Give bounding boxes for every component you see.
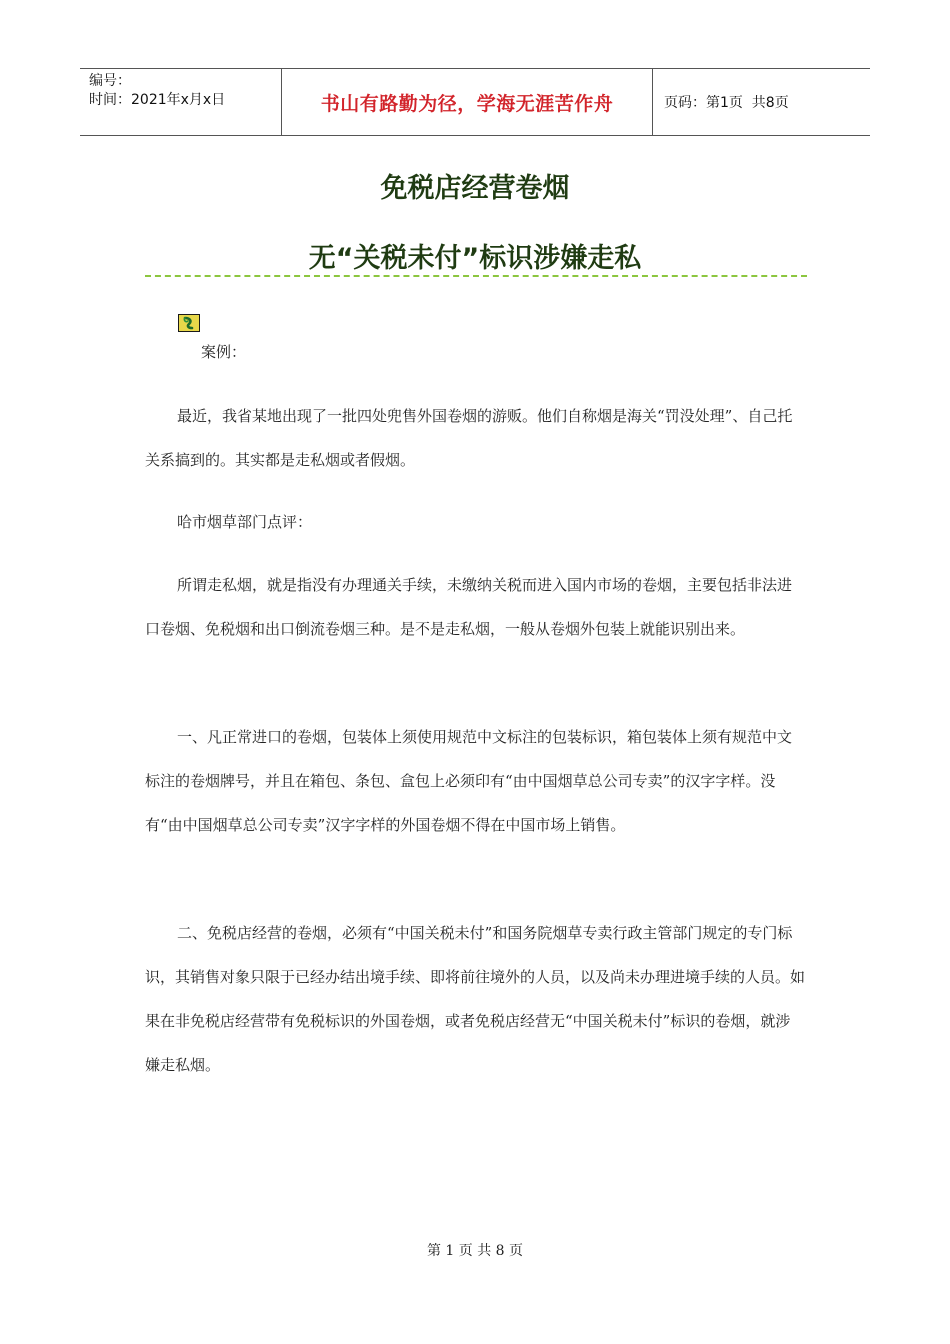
page-footer: 第 1 页 共 8 页 — [426, 1243, 524, 1259]
header-left-cell — [80, 69, 281, 135]
number-label: 编号： — [89, 73, 131, 89]
time-label: 时间：2021年x月x日 — [89, 92, 226, 108]
motto-text: 书山有路勤为径，学海无涯苦作舟 — [320, 92, 614, 115]
case-label: 案例： — [201, 343, 247, 361]
header-motto-cell — [281, 69, 653, 135]
header-page-cell — [653, 69, 870, 135]
document-link-icon[interactable] — [178, 314, 200, 332]
paragraph-point-one: 一、凡正常进口的卷烟，包装体上须使用规范中文标注的包装标识，箱包装体上须有规范中文标注的卷烟牌号，并且在箱包、条包、盒包上必须印有“由中国烟草总公司专卖”的汉字字样。没有“由中国烟草总公司专卖”汉字字样的外国卷烟不得在中国市场上销售。 — [145, 728, 793, 834]
paragraph-intro: 最近，我省某地出现了一批四处兜售外国卷烟的游贩。他们自称烟是海关“罚没处理”、自己托关系搞到的。其实都是走私烟或者假烟。 — [145, 407, 793, 469]
paragraph-point-two: 二、免税店经营的卷烟，必须有“中国关税未付”和国务院烟草专卖行政主管部门规定的专门标识，其销售对象只限于已经办结出境手续、即将前往境外的人员，以及尚未办理进境手续的人员。如果在非免税店经营带有免税标识的外国卷烟，或者免税店经营无“中国关税未付”标识的卷烟，就涉嫌走私烟。 — [145, 924, 806, 1074]
document-title-line2: 无“关税未付”标识涉嫌走私 — [308, 243, 642, 274]
header-table — [80, 68, 870, 136]
paragraph-comment-heading: 哈市烟草部门点评： — [177, 513, 313, 531]
title-divider — [145, 275, 807, 277]
document-title-line1: 免税店经营卷烟 — [380, 173, 570, 204]
page-label: 页码：第1页 共8页 — [664, 95, 789, 111]
paragraph-definition: 所谓走私烟，就是指没有办理通关手续，未缴纳关税而进入国内市场的卷烟，主要包括非法进口卷烟、免税烟和出口倒流卷烟三种。是不是走私烟，一般从卷烟外包装上就能识别出来。 — [145, 576, 793, 638]
